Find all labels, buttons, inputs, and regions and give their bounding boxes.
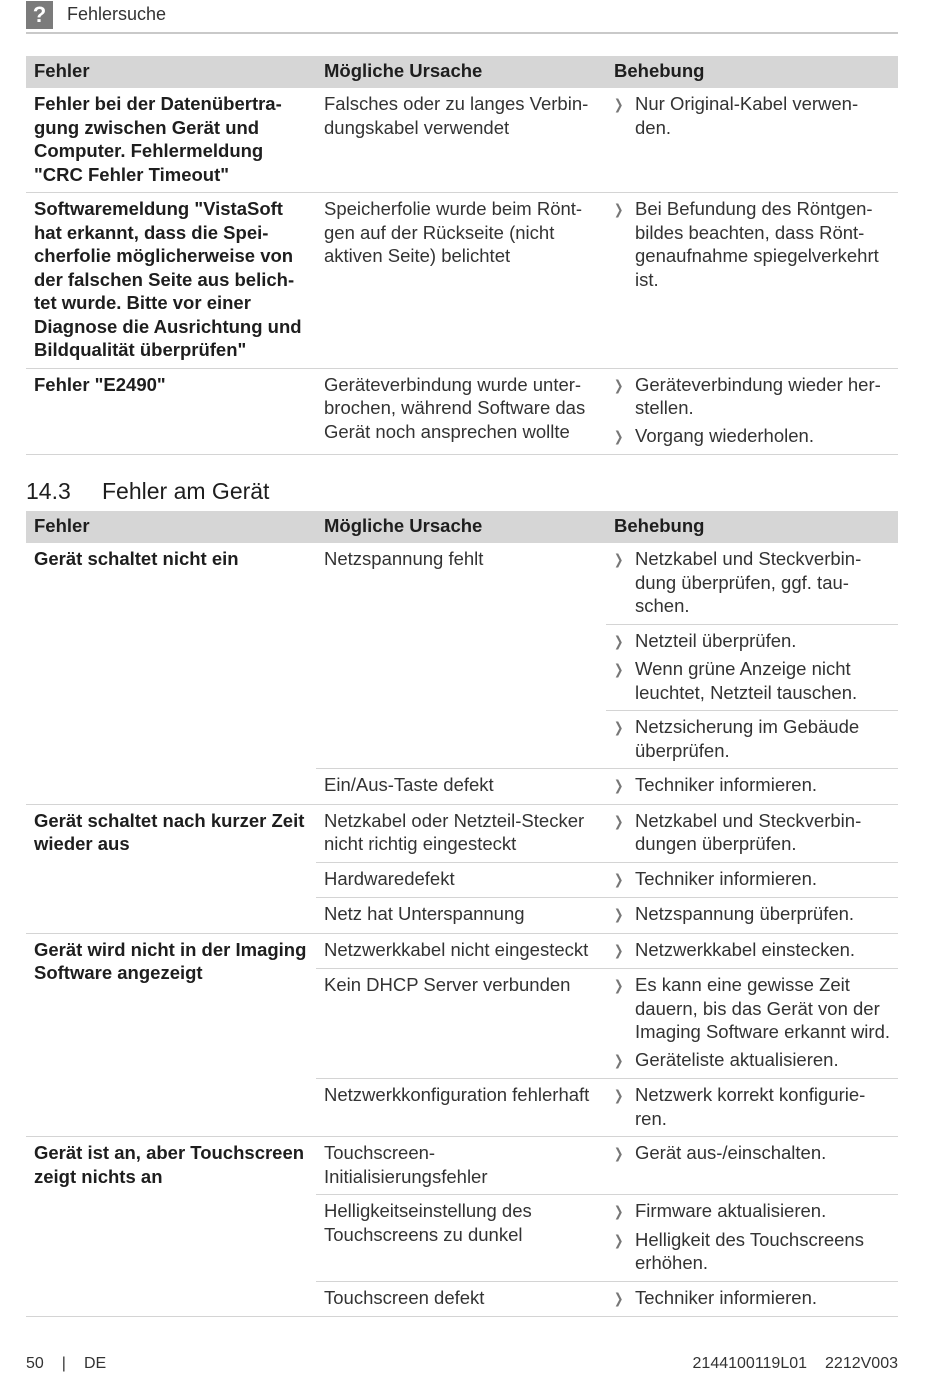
document-version: 2212V003 xyxy=(825,1355,898,1372)
cause-row xyxy=(316,968,898,1078)
remedy-item xyxy=(614,1141,890,1166)
remedy-block xyxy=(606,898,898,933)
remedy-cell xyxy=(606,969,898,1078)
remedy-text: Geräteverbindung wieder her-stellen. xyxy=(635,373,881,418)
header-behebung: Behebung xyxy=(614,515,705,536)
cause-cell: Netz hat Unterspannung xyxy=(324,903,525,924)
remedy-item xyxy=(614,867,890,892)
cause-row xyxy=(316,897,898,933)
table-row xyxy=(26,934,898,1138)
section-title-text: Fehler am Gerät xyxy=(102,478,270,504)
remedy-block xyxy=(606,934,898,969)
remedy-text: Nur Original-Kabel verwen-den. xyxy=(635,93,859,138)
chevron-right-icon: ❯ xyxy=(614,551,624,567)
chevron-right-icon: ❯ xyxy=(614,1087,624,1103)
remedy-item xyxy=(614,629,890,654)
remedy-item xyxy=(614,547,890,618)
error-cell: Gerät wird nicht in der Imaging Software angezeigt xyxy=(34,938,307,983)
remedy-text: Helligkeit des Touchscreens erhöhen. xyxy=(635,1228,864,1273)
remedy-block xyxy=(606,863,898,898)
cause-remedy-group xyxy=(316,805,898,933)
remedy-text: Geräteliste aktualisieren. xyxy=(635,1048,839,1070)
remedy-block xyxy=(606,1079,898,1136)
remedy-cell xyxy=(606,193,898,297)
cause-row xyxy=(316,543,898,768)
footer-separator: | xyxy=(61,1355,66,1372)
cause-row xyxy=(316,88,898,145)
remedy-block xyxy=(606,543,898,624)
table-row xyxy=(26,543,898,805)
remedy-item xyxy=(614,424,890,449)
remedy-item xyxy=(614,197,890,291)
chevron-right-icon: ❯ xyxy=(614,1051,624,1068)
remedy-text: Netzspannung überprüfen. xyxy=(635,903,855,924)
remedy-text: Netzwerk korrekt konfigurie-ren. xyxy=(635,1084,866,1129)
remedy-text: Techniker informieren. xyxy=(635,867,817,889)
remedy-cell xyxy=(606,543,898,768)
chevron-right-icon: ❯ xyxy=(614,1231,624,1248)
chevron-right-icon: ❯ xyxy=(614,632,624,649)
cause-remedy-group xyxy=(316,934,898,1137)
remedy-block xyxy=(606,805,898,862)
page-number: 50 xyxy=(26,1355,44,1372)
remedy-cell xyxy=(606,369,898,455)
remedy-text: Netzsicherung im Gebäude überprüfen. xyxy=(635,716,860,761)
cause-row xyxy=(316,1078,898,1136)
error-cell: Fehler "E2490" xyxy=(34,373,166,395)
chevron-right-icon: ❯ xyxy=(614,96,624,112)
cause-row xyxy=(316,1281,898,1317)
remedy-cell xyxy=(606,1282,898,1317)
cause-cell: Netzkabel oder Netzteil-Stecker nicht richtig eingesteckt xyxy=(324,809,585,854)
chevron-right-icon: ❯ xyxy=(614,1289,624,1306)
cause-row xyxy=(316,369,898,455)
remedy-text: Techniker informieren. xyxy=(635,774,817,795)
table-row xyxy=(26,369,898,456)
header-title: Fehlersuche xyxy=(67,4,167,24)
remedy-block xyxy=(606,769,898,804)
remedy-block xyxy=(606,193,898,297)
table-header-row xyxy=(26,56,898,88)
remedy-item xyxy=(614,373,890,420)
cause-remedy-group xyxy=(316,543,898,804)
table-row xyxy=(26,805,898,934)
remedy-item xyxy=(614,92,890,139)
cause-remedy-group xyxy=(316,88,898,192)
section-heading xyxy=(26,477,269,505)
remedy-item xyxy=(614,1083,890,1130)
error-cell: Gerät ist an, aber Touchscreen zeigt nichts an xyxy=(34,1142,305,1187)
remedy-cell xyxy=(606,1137,898,1194)
remedy-cell xyxy=(606,88,898,145)
remedy-item xyxy=(614,809,890,856)
remedy-block xyxy=(606,969,898,1078)
cause-remedy-group xyxy=(316,369,898,455)
remedy-text: Netzwerkkabel einstecken. xyxy=(635,938,856,960)
remedy-text: Techniker informieren. xyxy=(635,1286,817,1308)
chevron-right-icon: ❯ xyxy=(614,1145,624,1161)
help-question-icon: ? xyxy=(26,1,53,29)
troubleshooting-table-general xyxy=(26,56,898,455)
table-row xyxy=(26,193,898,369)
cause-row xyxy=(316,934,898,969)
remedy-text: Firmware aktualisieren. xyxy=(635,1200,827,1221)
remedy-text: Netzkabel und Steckverbin-dung überprüfen, ggf. tau-schen. xyxy=(635,548,862,616)
chevron-right-icon: ❯ xyxy=(614,201,624,217)
error-cell: Softwaremeldung "VistaSoft hat erkannt, dass die Spei-cherfolie möglicherweise von der falschen Seite aus belich-tet wurde. Bitte vor einer Diagnose die Ausrichtung und Bildqualität überprüfen" xyxy=(34,198,302,360)
cause-row xyxy=(316,1194,898,1281)
remedy-cell xyxy=(606,934,898,969)
remedy-block xyxy=(606,88,898,145)
error-cell: Fehler bei der Datenübertra-gung zwischen Gerät und Computer. Fehlermeldung "CRC Fehler Timeout" xyxy=(34,93,282,185)
header-fehler: Fehler xyxy=(34,515,90,536)
language-code: DE xyxy=(83,1355,107,1372)
remedy-item xyxy=(614,657,890,704)
troubleshooting-table-device xyxy=(26,511,898,1317)
cause-remedy-group xyxy=(316,1137,898,1316)
cause-row xyxy=(316,1137,898,1194)
remedy-text: Gerät aus-/einschalten. xyxy=(635,1142,827,1163)
remedy-cell xyxy=(606,898,898,933)
cause-cell: Falsches oder zu langes Verbin-dungskabel verwendet xyxy=(324,93,589,138)
cause-row xyxy=(316,768,898,804)
remedy-text: Vorgang wiederholen. xyxy=(635,424,814,446)
table-row xyxy=(26,88,898,193)
cause-row xyxy=(316,193,898,297)
remedy-block xyxy=(606,710,898,768)
remedy-block xyxy=(606,1137,898,1172)
remedy-item xyxy=(614,1199,890,1224)
remedy-block xyxy=(606,369,898,455)
remedy-text: Es kann eine gewisse Zeit dauern, bis das Gerät von der Imaging Software erkannt wird. xyxy=(635,974,891,1042)
chevron-right-icon: ❯ xyxy=(614,1203,624,1219)
error-cell: Gerät schaltet nicht ein xyxy=(34,548,239,569)
remedy-text: Wenn grüne Anzeige nicht leuchtet, Netzteil tauschen. xyxy=(635,658,858,703)
remedy-block xyxy=(606,1282,898,1317)
chevron-right-icon: ❯ xyxy=(614,427,624,444)
remedy-cell xyxy=(606,805,898,862)
cause-cell: Netzwerkkonfiguration fehlerhaft xyxy=(324,1084,590,1105)
cause-cell: Helligkeitseinstellung des Touchscreens zu dunkel xyxy=(324,1200,532,1245)
table-row xyxy=(26,1137,898,1317)
section-number: 14.3 xyxy=(26,478,71,504)
header-ursache: Mögliche Ursache xyxy=(324,515,483,536)
header-behebung: Behebung xyxy=(614,60,705,81)
cause-cell: Netzspannung fehlt xyxy=(324,548,484,569)
chevron-right-icon: ❯ xyxy=(614,777,624,793)
remedy-item xyxy=(614,1228,890,1275)
cause-cell: Hardwaredefekt xyxy=(324,867,455,889)
cause-cell: Touchscreen-Initialisierungsfehler xyxy=(324,1142,488,1187)
error-cell: Gerät schaltet nach kurzer Zeit wieder aus xyxy=(34,809,305,854)
cause-remedy-group xyxy=(316,193,898,368)
remedy-cell xyxy=(606,1079,898,1136)
chevron-right-icon: ❯ xyxy=(614,977,624,993)
remedy-item xyxy=(614,938,890,963)
remedy-item xyxy=(614,973,890,1044)
chevron-right-icon: ❯ xyxy=(614,870,624,887)
cause-cell: Geräteverbindung wurde unter-brochen, während Software das Gerät noch ansprechen wollte xyxy=(324,373,586,442)
remedy-item xyxy=(614,902,890,927)
remedy-item xyxy=(614,715,890,762)
chevron-right-icon: ❯ xyxy=(614,719,624,735)
cause-cell: Kein DHCP Server verbunden xyxy=(324,974,571,995)
remedy-text: Netzteil überprüfen. xyxy=(635,629,797,651)
remedy-item xyxy=(614,773,890,798)
remedy-block xyxy=(606,624,898,711)
page-footer xyxy=(26,1355,898,1377)
cause-cell: Touchscreen defekt xyxy=(324,1286,485,1308)
cause-row xyxy=(316,862,898,898)
cause-cell: Netzwerkkabel nicht eingesteckt xyxy=(324,938,589,960)
remedy-cell xyxy=(606,863,898,898)
remedy-block xyxy=(606,1195,898,1281)
remedy-item xyxy=(614,1048,890,1073)
remedy-cell xyxy=(606,769,898,804)
document-number: 2144100119L01 xyxy=(692,1355,808,1372)
chevron-right-icon: ❯ xyxy=(614,906,624,922)
header-fehler: Fehler xyxy=(34,60,90,81)
remedy-text: Netzkabel und Steckverbin-dungen überprüfen. xyxy=(635,809,862,854)
chevron-right-icon: ❯ xyxy=(614,812,624,829)
cause-row xyxy=(316,805,898,862)
chevron-right-icon: ❯ xyxy=(614,941,624,958)
chevron-right-icon: ❯ xyxy=(614,661,624,677)
page-header xyxy=(26,0,898,34)
remedy-text: Bei Befundung des Röntgen-bildes beachten, dass Rönt-genaufnahme spiegelverkehrt ist. xyxy=(635,198,879,290)
table-header-row xyxy=(26,511,898,543)
remedy-item xyxy=(614,1286,890,1311)
header-ursache: Mögliche Ursache xyxy=(324,60,483,81)
chevron-right-icon: ❯ xyxy=(614,376,624,393)
remedy-cell xyxy=(606,1195,898,1281)
cause-cell: Ein/Aus-Taste defekt xyxy=(324,774,494,795)
cause-cell: Speicherfolie wurde beim Rönt-gen auf der Rückseite (nicht aktiven Seite) belichtet xyxy=(324,198,583,266)
